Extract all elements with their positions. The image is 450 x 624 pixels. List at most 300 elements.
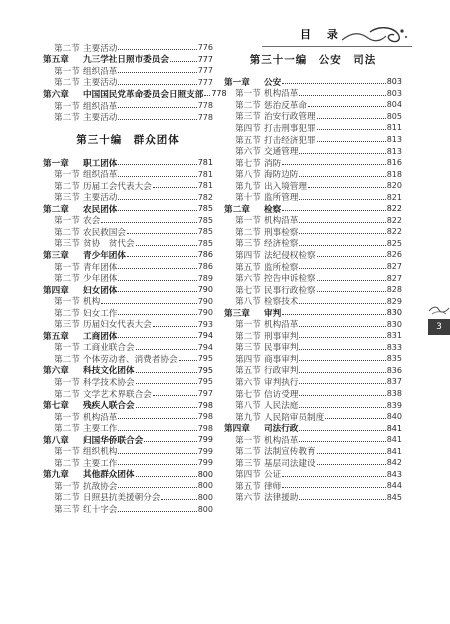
- toc-entry-number: 第七节: [235, 158, 261, 169]
- toc-section-entry: [43, 353, 213, 365]
- toc-section-entry: [43, 342, 213, 354]
- toc-entry-title: 经济检察: [264, 239, 299, 250]
- toc-entry-title: 司法行政: [264, 424, 299, 435]
- toc-entry-title: 律师: [264, 481, 282, 492]
- toc-section-entry: [43, 226, 213, 238]
- toc-entry-page: 830: [386, 308, 402, 318]
- toc-entry-page: 843: [386, 469, 402, 479]
- toc-entry-title: 打击经济犯罪: [264, 135, 316, 146]
- toc-leader-dots: [299, 407, 385, 408]
- toc-entry-title: 行政审判: [264, 366, 299, 377]
- toc-leader-dots: [136, 476, 197, 477]
- toc-entry-number: 第九节: [235, 181, 261, 192]
- toc-chapter-entry: [43, 157, 213, 169]
- toc-entry-title: 个体劳动者、消费者协会: [83, 354, 178, 365]
- toc-entry-number: 第三节: [54, 320, 80, 331]
- toc-left-main-list: [43, 157, 213, 515]
- toc-entry-number: 第二节: [235, 100, 261, 111]
- toc-section-entry: [224, 88, 402, 100]
- toc-entry-page: 777: [197, 54, 213, 64]
- toc-entry-title: 工商业联合会: [83, 343, 135, 354]
- toc-entry-number: 第一节: [54, 66, 80, 77]
- toc-entry-title: 组织沿革: [83, 66, 118, 77]
- toc-entry-page: 785: [197, 204, 213, 214]
- toc-entry-page: 803: [386, 88, 402, 98]
- toc-entry-number: 第七章: [43, 401, 69, 412]
- toc-section-entry: [224, 399, 402, 411]
- toc-entry-title: 历届妇女代表大会: [83, 320, 152, 331]
- toc-leader-dots: [127, 233, 197, 234]
- page-number-tab: [428, 300, 450, 335]
- toc-leader-dots: [118, 337, 196, 338]
- toc-entry-page: 778: [197, 101, 213, 110]
- toc-section-entry: [224, 134, 402, 146]
- toc-leader-dots: [118, 280, 196, 281]
- toc-entry-number: 第四章: [43, 285, 69, 296]
- toc-entry-title: 历届工会代表大会: [83, 181, 152, 192]
- header-title: 目 录: [300, 28, 344, 41]
- toc-entry-number: 第二节: [54, 354, 80, 365]
- toc-leader-dots: [282, 164, 386, 165]
- toc-entry-number: 第七节: [235, 285, 261, 296]
- toc-leader-dots: [299, 383, 385, 384]
- toc-entry-page: 800: [197, 469, 213, 479]
- toc-entry-page: 842: [386, 458, 402, 468]
- toc-leader-dots: [299, 303, 385, 304]
- toc-entry-page: 794: [197, 331, 213, 341]
- toc-section-entry: [43, 238, 213, 250]
- toc-entry-number: 第二节: [54, 308, 80, 319]
- toc-entry-page: 794: [197, 342, 213, 352]
- toc-entry-page: 833: [386, 342, 402, 352]
- toc-leader-dots: [118, 199, 196, 200]
- toc-leader-dots: [118, 314, 196, 315]
- toc-entry-page: 786: [197, 250, 213, 260]
- toc-entry-title: 机构沿革: [83, 412, 118, 423]
- toc-chapter-entry: [43, 249, 213, 261]
- toc-leader-dots: [299, 153, 385, 154]
- toc-section-entry: [224, 469, 402, 481]
- toc-chapter-entry: [43, 284, 213, 296]
- toc-section-entry: [224, 168, 402, 180]
- toc-entry-title: 法纪侵权检察: [264, 250, 316, 261]
- toc-entry-number: 第一节: [235, 89, 261, 100]
- toc-entry-number: 第二节: [54, 43, 80, 54]
- toc-leader-dots: [317, 280, 386, 281]
- toc-leader-dots: [299, 222, 385, 223]
- toc-entry-page: 785: [197, 238, 213, 248]
- toc-entry-page: 829: [386, 296, 402, 306]
- toc-leader-dots: [170, 61, 197, 62]
- toc-entry-title: 机构: [83, 297, 101, 308]
- toc-section-entry: [224, 330, 402, 342]
- toc-entry-title: 日照县抗美援朝分会: [83, 493, 161, 504]
- toc-entry-page: 803: [386, 77, 402, 87]
- toc-section-entry: [43, 295, 213, 307]
- toc-entry-page: 785: [197, 215, 213, 225]
- toc-section-entry: [43, 503, 213, 515]
- toc-section-entry: [43, 446, 213, 458]
- toc-entry-number: 第五节: [235, 366, 261, 377]
- toc-leader-dots: [299, 395, 385, 396]
- toc-section-entry: [43, 111, 213, 123]
- toc-entry-page: 798: [197, 412, 213, 422]
- toc-entry-page: 837: [386, 377, 402, 387]
- toc-section-entry: [43, 100, 213, 112]
- wave-ornament-small-icon: [428, 303, 450, 315]
- toc-section-entry: [43, 65, 213, 77]
- toc-entry-number: 第一节: [54, 262, 80, 273]
- toc-leader-dots: [118, 72, 196, 73]
- toc-entry-title: 打击刑事犯罪: [264, 123, 316, 134]
- toc-chapter-entry: [224, 307, 402, 319]
- toc-section-entry: [224, 238, 402, 250]
- toc-leader-dots: [282, 314, 386, 315]
- toc-chapter-entry: [43, 54, 213, 66]
- toc-section-entry: [224, 284, 402, 296]
- toc-entry-title: 文学艺术界联合会: [83, 389, 152, 400]
- toc-leader-dots: [118, 84, 196, 85]
- toc-entry-title: 农民团体: [83, 204, 118, 215]
- toc-entry-title: 少年团体: [83, 274, 118, 285]
- toc-entry-title: 归国华侨联合会: [83, 435, 144, 446]
- toc-leader-dots: [136, 383, 197, 384]
- toc-section-entry: [224, 295, 402, 307]
- toc-entry-number: 第二节: [54, 458, 80, 469]
- toc-entry-title: 人民法庭: [264, 401, 299, 412]
- toc-leader-dots: [299, 268, 385, 269]
- toc-entry-number: 第六章: [43, 89, 69, 100]
- toc-leader-dots: [144, 441, 197, 442]
- toc-entry-title: 消防: [264, 158, 282, 169]
- toc-entry-title: 机构沿革: [264, 216, 299, 227]
- toc-leader-dots: [317, 464, 386, 465]
- toc-entry-number: 第一节: [235, 435, 261, 446]
- toc-entry-number: 第九节: [235, 412, 261, 423]
- toc-section-entry: [224, 353, 402, 365]
- toc-entry-title: 基层司法建设: [264, 458, 316, 469]
- toc-leader-dots: [325, 418, 386, 419]
- toc-entry-number: 第五章: [43, 331, 69, 342]
- toc-entry-page: 793: [197, 319, 213, 329]
- toc-section-entry: [224, 480, 402, 492]
- toc-entry-number: 第八节: [235, 297, 261, 308]
- toc-entry-title: 监所管理: [264, 193, 299, 204]
- toc-entry-title: 青年团体: [83, 262, 118, 273]
- toc-chapter-entry: [43, 469, 213, 481]
- toc-entry-number: 第四节: [235, 470, 261, 481]
- toc-section-entry: [224, 376, 402, 388]
- toc-entry-number: 第八节: [235, 401, 261, 412]
- toc-leader-dots: [136, 372, 197, 373]
- toc-section-entry: [224, 261, 402, 273]
- toc-entry-title: 妇女团体: [83, 285, 118, 296]
- toc-entry-page: 822: [386, 215, 402, 225]
- toc-entry-number: 第六节: [235, 274, 261, 285]
- toc-leader-dots: [317, 256, 386, 257]
- toc-entry-title: 妇女工作: [83, 308, 118, 319]
- toc-entry-title: 公安: [264, 77, 282, 88]
- toc-chapter-entry: [43, 330, 213, 342]
- toc-entry-number: 第三节: [54, 505, 80, 516]
- toc-entry-number: 第一节: [54, 447, 80, 458]
- toc-entry-page: 813: [386, 135, 402, 144]
- toc-leader-dots: [299, 499, 385, 500]
- toc-entry-page: 813: [386, 146, 402, 156]
- toc-entry-title: 机构沿革: [264, 89, 299, 100]
- toc-entry-number: 第四节: [235, 250, 261, 261]
- toc-leader-dots: [118, 511, 196, 512]
- toc-section-entry: [224, 434, 402, 446]
- toc-leader-dots: [118, 291, 196, 292]
- toc-leader-dots: [118, 49, 196, 50]
- toc-entry-page: 800: [197, 481, 213, 491]
- toc-leader-dots: [153, 187, 197, 188]
- toc-entry-page: 827: [386, 262, 402, 272]
- toc-entry-number: 第九章: [43, 470, 69, 481]
- toc-leader-dots: [299, 245, 385, 246]
- toc-entry-number: 第二章: [224, 204, 250, 215]
- toc-section-entry: [43, 215, 213, 227]
- toc-entry-page: 789: [197, 273, 213, 283]
- toc-entry-page: 831: [386, 331, 402, 341]
- toc-entry-title: 治安行政管理: [264, 112, 316, 123]
- toc-entry-page: 841: [386, 423, 402, 433]
- toc-chapter-entry: [43, 434, 213, 446]
- toc-entry-number: 第二节: [235, 331, 261, 342]
- toc-leader-dots: [136, 349, 197, 350]
- toc-entry-number: 第一节: [235, 320, 261, 331]
- toc-entry-page: 841: [386, 435, 402, 445]
- toc-entry-title: 机构沿革: [264, 435, 299, 446]
- toc-entry-page: 804: [386, 100, 402, 110]
- toc-leader-dots: [282, 210, 386, 211]
- toc-entry-title: 公证: [264, 470, 282, 481]
- toc-entry-title: 审判执行: [264, 378, 299, 388]
- toc-entry-title: 主要工作: [83, 424, 118, 435]
- toc-entry-page: 785: [197, 227, 213, 237]
- toc-left-top-list: [43, 42, 227, 124]
- toc-entry-title: 法律援助: [264, 493, 299, 504]
- toc-leader-dots: [308, 187, 386, 188]
- toc-entry-title: 民事行政检察: [264, 285, 316, 296]
- toc-section-entry: [43, 307, 213, 319]
- toc-entry-page: 838: [386, 389, 402, 399]
- toc-leader-dots: [299, 233, 385, 234]
- toc-entry-number: 第一章: [43, 158, 69, 169]
- toc-leader-dots: [299, 372, 385, 373]
- toc-leader-dots: [299, 176, 385, 177]
- toc-entry-title: 惩治反革命: [264, 100, 307, 111]
- toc-entry-number: 第一节: [235, 216, 261, 227]
- toc-entry-number: 第六节: [235, 147, 261, 158]
- toc-entry-number: 第四节: [235, 354, 261, 365]
- toc-entry-number: 第一节: [54, 481, 80, 492]
- toc-section-entry: [43, 492, 213, 504]
- toc-entry-page: 840: [386, 412, 402, 422]
- toc-entry-title: 工商团体: [83, 331, 118, 342]
- toc-entry-page: 778: [197, 112, 213, 122]
- page-number: 3: [428, 319, 450, 335]
- toc-entry-number: 第二节: [54, 389, 80, 400]
- toc-section-entry: [224, 122, 402, 134]
- toc-entry-title: 职工团体: [83, 158, 118, 169]
- toc-leader-dots: [118, 107, 196, 108]
- toc-entry-title: 法制宣传教育: [264, 447, 316, 458]
- toc-entry-title: 民事审判: [264, 343, 299, 354]
- toc-entry-number: 第四节: [235, 123, 261, 134]
- part-title-31: 第三十一编 公安 司法: [249, 53, 377, 66]
- toc-entry-number: 第三章: [43, 250, 69, 261]
- toc-entry-page: 822: [386, 204, 402, 214]
- toc-entry-page: 795: [197, 354, 213, 364]
- toc-entry-title: 科技文化团体: [83, 366, 135, 377]
- toc-entry-title: 红十字会: [83, 505, 118, 516]
- toc-chapter-entry: [224, 422, 402, 434]
- toc-chapter-entry: [224, 203, 402, 215]
- toc-entry-page: 781: [197, 169, 213, 179]
- toc-entry-number: 第一节: [54, 297, 80, 308]
- toc-entry-title: 残疾人联合会: [83, 401, 135, 412]
- toc-chapter-entry: [224, 76, 402, 88]
- toc-section-entry: [224, 411, 402, 423]
- toc-section-entry: [43, 422, 213, 434]
- toc-entry-number: 第二节: [235, 447, 261, 458]
- toc-leader-dots: [118, 119, 196, 120]
- toc-leader-dots: [299, 337, 385, 338]
- toc-entry-title: 抗敌协会: [83, 481, 118, 492]
- toc-section-entry: [43, 261, 213, 273]
- toc-right-column: [224, 42, 402, 503]
- toc-entry-number: 第一节: [54, 216, 80, 227]
- toc-entry-number: 第二节: [235, 227, 261, 238]
- toc-entry-page: 845: [386, 492, 402, 502]
- toc-entry-title: 九三学社日照市委员会: [83, 55, 169, 66]
- toc-entry-title: 刑事检察: [264, 227, 299, 238]
- toc-entry-title: 出入境管理: [264, 181, 307, 192]
- toc-entry-number: 第二节: [54, 274, 80, 285]
- toc-chapter-entry: [43, 203, 213, 215]
- toc-section-entry: [224, 272, 402, 284]
- toc-leader-dots: [118, 176, 196, 177]
- toc-leader-dots: [118, 487, 196, 488]
- toc-entry-title: 交通管理: [264, 147, 299, 158]
- toc-section-entry: [224, 318, 402, 330]
- toc-entry-title: 控告申诉检察: [264, 274, 316, 285]
- toc-entry-page: 795: [197, 377, 213, 387]
- toc-section-entry: [224, 249, 402, 261]
- toc-entry-page: 811: [386, 123, 402, 133]
- toc-section-entry: [224, 388, 402, 400]
- toc-entry-number: 第一节: [54, 343, 80, 354]
- toc-entry-number: 第二节: [54, 493, 80, 504]
- toc-entry-number: 第三节: [235, 112, 261, 123]
- toc-entry-number: 第二节: [54, 181, 80, 192]
- toc-entry-page: 826: [386, 250, 402, 260]
- toc-section-entry: [43, 42, 213, 54]
- toc-entry-page: 820: [386, 181, 402, 191]
- toc-entry-title: 组织沿革: [83, 170, 118, 181]
- toc-entry-title: 人民陪审员制度: [264, 412, 325, 423]
- toc-entry-title: 主要活动: [83, 43, 118, 54]
- toc-section-entry: [224, 446, 402, 458]
- toc-entry-number: 第六章: [43, 366, 69, 377]
- toc-left-column: [43, 42, 227, 516]
- toc-entry-number: 第七节: [235, 389, 261, 400]
- toc-leader-dots: [118, 453, 196, 454]
- toc-entry-title: 贫协 贫代会: [83, 239, 135, 250]
- toc-leader-dots: [118, 164, 196, 165]
- toc-section-entry: [224, 191, 402, 203]
- toc-entry-number: 第四章: [224, 424, 250, 435]
- toc-chapter-entry: [43, 88, 227, 100]
- toc-entry-number: 第三章: [224, 308, 250, 319]
- toc-entry-page: 805: [386, 111, 402, 121]
- toc-entry-title: 商事审判: [264, 354, 299, 365]
- toc-leader-dots: [317, 453, 386, 454]
- toc-section-entry: [43, 168, 213, 180]
- toc-entry-page: 839: [386, 400, 402, 410]
- toc-entry-number: 第三节: [235, 458, 261, 469]
- toc-entry-title: 其他群众团体: [83, 470, 135, 481]
- toc-entry-page: 816: [386, 158, 402, 168]
- toc-section-entry: [224, 342, 402, 354]
- toc-entry-title: 检察: [264, 204, 282, 215]
- toc-entry-number: 第十节: [235, 193, 261, 204]
- toc-entry-page: 781: [197, 181, 213, 191]
- toc-section-entry: [43, 180, 213, 192]
- toc-leader-dots: [153, 395, 197, 396]
- toc-entry-number: 第八章: [43, 435, 69, 446]
- toc-leader-dots: [308, 106, 386, 107]
- toc-entry-page: 800: [197, 504, 213, 514]
- toc-entry-number: 第一节: [54, 101, 80, 112]
- toc-entry-number: 第三节: [54, 239, 80, 250]
- toc-entry-number: 第三节: [54, 193, 80, 204]
- toc-entry-page: 827: [386, 273, 402, 283]
- toc-entry-number: 第一章: [224, 77, 250, 88]
- toc-entry-number: 第六节: [235, 378, 261, 388]
- toc-entry-number: 第二节: [54, 78, 80, 89]
- toc-entry-page: 841: [386, 446, 402, 456]
- toc-leader-dots: [136, 245, 197, 246]
- toc-leader-dots: [136, 407, 197, 408]
- toc-entry-number: 第一节: [54, 412, 80, 423]
- toc-entry-number: 第一节: [54, 170, 80, 181]
- toc-entry-title: 中国国民党革命委员会日照支部: [83, 89, 204, 100]
- toc-entry-page: 782: [197, 192, 213, 202]
- toc-entry-title: 科学技术协会: [83, 378, 135, 388]
- toc-leader-dots: [204, 95, 210, 96]
- toc-entry-page: 825: [386, 238, 402, 248]
- toc-entry-page: 800: [197, 492, 213, 502]
- toc-section-entry: [224, 492, 402, 504]
- toc-entry-page: 836: [386, 365, 402, 375]
- toc-entry-title: 青少年团体: [83, 250, 126, 261]
- toc-entry-number: 第五节: [235, 262, 261, 273]
- toc-section-entry: [43, 77, 213, 89]
- toc-entry-title: 刑事审判: [264, 331, 299, 342]
- toc-leader-dots: [299, 199, 385, 200]
- toc-leader-dots: [118, 430, 196, 431]
- toc-entry-title: 组织机构: [83, 447, 118, 458]
- toc-entry-page: 795: [197, 365, 213, 375]
- toc-leader-dots: [118, 418, 196, 419]
- toc-section-entry: [224, 157, 402, 169]
- toc-entry-page: 799: [197, 435, 213, 445]
- toc-entry-number: 第二节: [54, 424, 80, 435]
- toc-entry-page: 830: [386, 319, 402, 329]
